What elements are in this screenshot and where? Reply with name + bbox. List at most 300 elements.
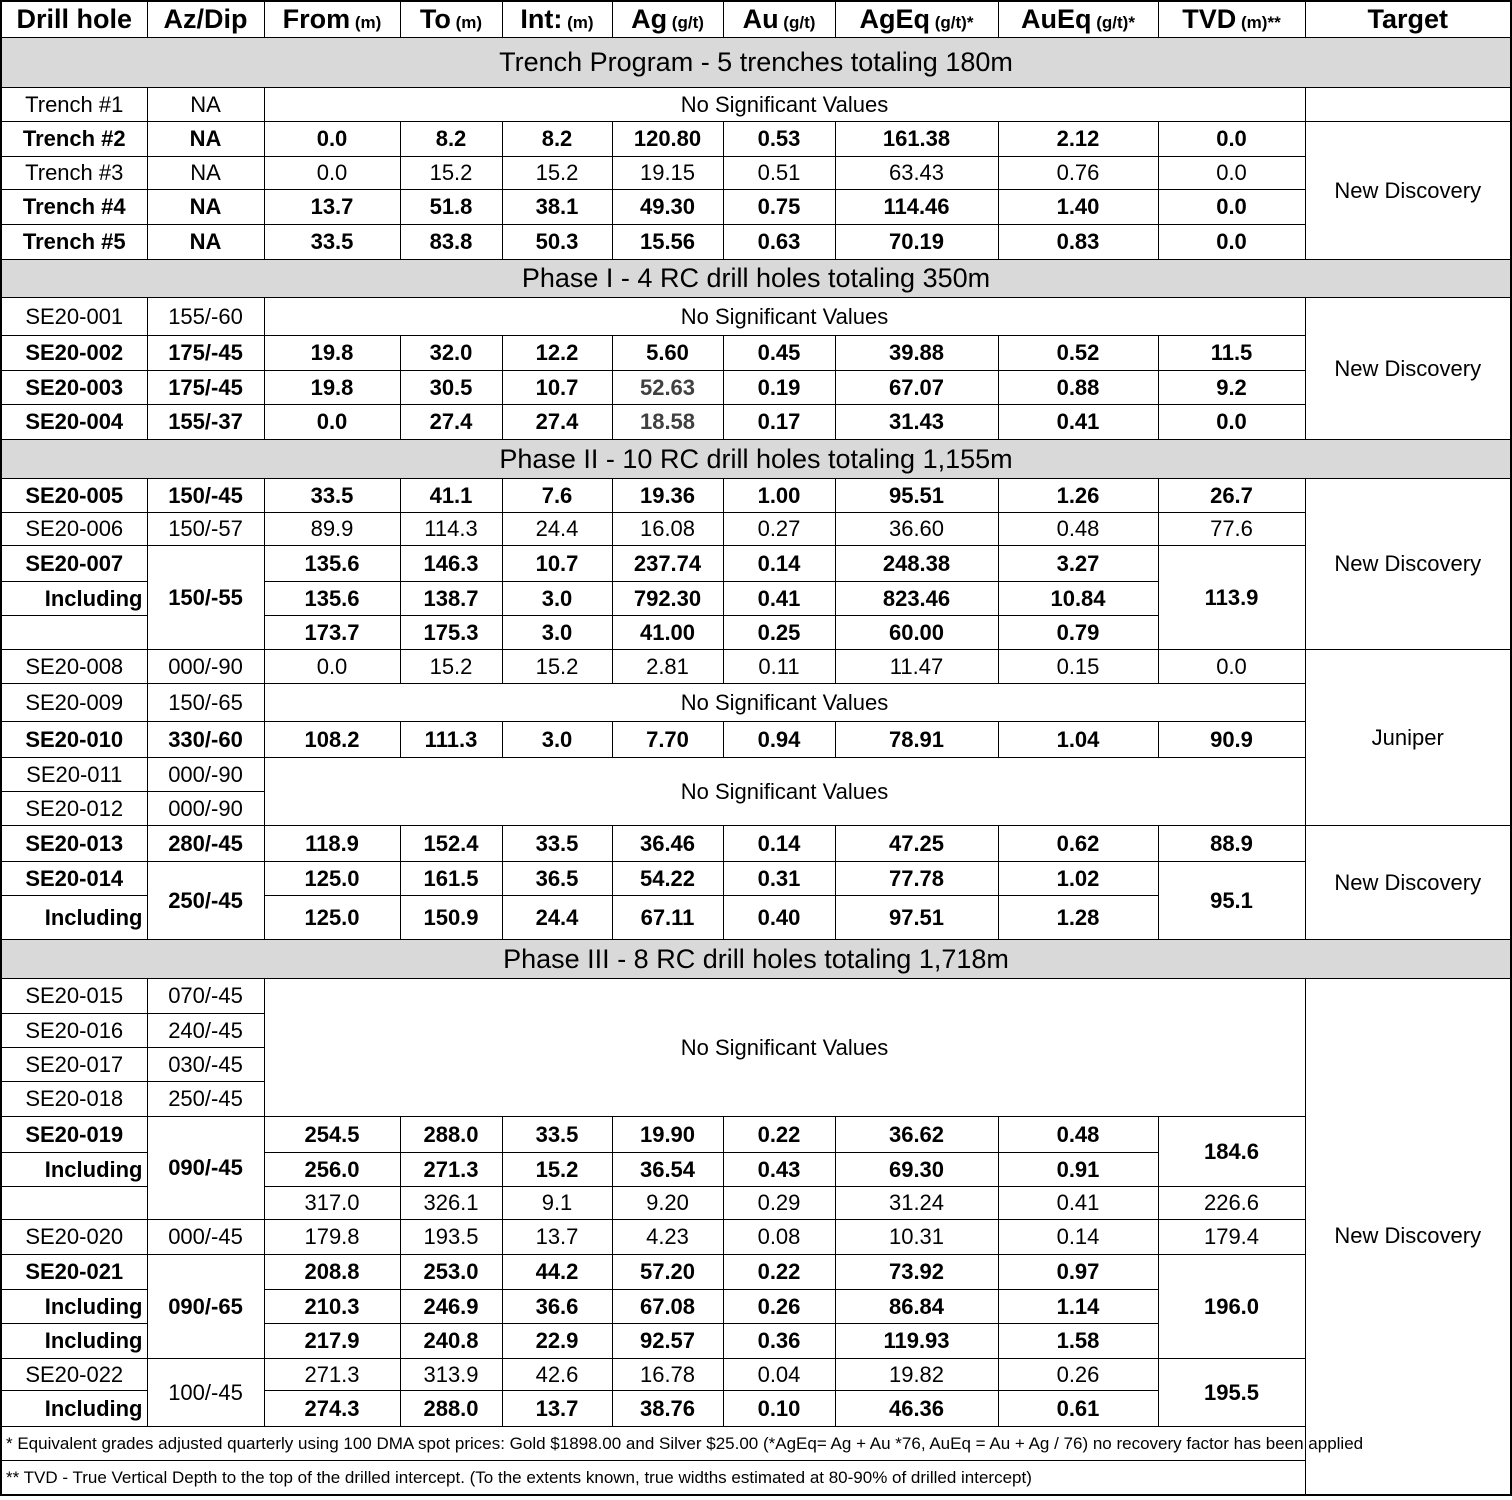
header-ageq: AgEq (g/t)* bbox=[835, 1, 998, 38]
hole-id: Trench #3 bbox=[1, 157, 147, 190]
ageq-value: 823.46 bbox=[835, 582, 998, 616]
from-value: 33.5 bbox=[264, 225, 400, 260]
target-cell-empty bbox=[1305, 88, 1511, 122]
az-dip: NA bbox=[147, 88, 264, 122]
az-dip: 240/-45 bbox=[147, 1014, 264, 1048]
table-row bbox=[1, 1117, 1511, 1153]
aueq-value: 0.76 bbox=[998, 157, 1158, 190]
no-significant-values: No Significant Values bbox=[264, 88, 1305, 122]
to-value: 111.3 bbox=[400, 722, 502, 758]
hole-id: SE20-015 bbox=[1, 979, 147, 1014]
ag-value: 92.57 bbox=[612, 1324, 723, 1359]
tvd-value: 0.0 bbox=[1158, 122, 1305, 157]
az-dip: 155/-60 bbox=[147, 298, 264, 336]
int-value: 44.2 bbox=[502, 1255, 612, 1290]
int-value: 15.2 bbox=[502, 650, 612, 684]
au-value: 0.22 bbox=[723, 1117, 835, 1153]
including-label: Including bbox=[1, 1153, 147, 1187]
au-value: 0.75 bbox=[723, 190, 835, 225]
ageq-value: 73.92 bbox=[835, 1255, 998, 1290]
aueq-value: 10.84 bbox=[998, 582, 1158, 616]
from-value: 0.0 bbox=[264, 157, 400, 190]
to-value: 161.5 bbox=[400, 862, 502, 896]
az-dip: 090/-45 bbox=[147, 1117, 264, 1220]
ag-value: 7.70 bbox=[612, 722, 723, 758]
no-significant-values: No Significant Values bbox=[264, 979, 1305, 1117]
hole-id: SE20-006 bbox=[1, 513, 147, 546]
int-value: 42.6 bbox=[502, 1359, 612, 1391]
table-row bbox=[1, 190, 1511, 225]
header-ag: Ag (g/t) bbox=[612, 1, 723, 38]
aueq-value: 0.79 bbox=[998, 616, 1158, 650]
table-row bbox=[1, 225, 1511, 260]
header-int: Int: (m) bbox=[502, 1, 612, 38]
footnote-equivalent-grades: * Equivalent grades adjusted quarterly using 100 DMA spot prices: Gold $1898.00 and Silver $25.00 (*AgEq= Ag + Au *76, AuEq = Au + Ag / 76) no recovery factor has been applied bbox=[1, 1427, 1511, 1461]
ageq-value: 119.93 bbox=[835, 1324, 998, 1359]
table-row bbox=[1, 684, 1511, 722]
hole-id: SE20-001 bbox=[1, 298, 147, 336]
table-row bbox=[1, 650, 1511, 684]
az-dip: NA bbox=[147, 190, 264, 225]
aueq-value: 1.04 bbox=[998, 722, 1158, 758]
au-value: 0.41 bbox=[723, 582, 835, 616]
no-significant-values: No Significant Values bbox=[264, 684, 1305, 722]
ag-value: 49.30 bbox=[612, 190, 723, 225]
from-value: 271.3 bbox=[264, 1359, 400, 1391]
header-row bbox=[1, 1, 1511, 38]
aueq-value: 0.15 bbox=[998, 650, 1158, 684]
ag-value: 237.74 bbox=[612, 546, 723, 582]
footnote-row bbox=[1, 1461, 1511, 1495]
ag-value: 57.20 bbox=[612, 1255, 723, 1290]
az-dip: 000/-90 bbox=[147, 792, 264, 826]
tvd-value: 0.0 bbox=[1158, 190, 1305, 225]
aueq-value: 0.26 bbox=[998, 1359, 1158, 1391]
tvd-value: 196.0 bbox=[1158, 1255, 1305, 1359]
to-value: 288.0 bbox=[400, 1391, 502, 1427]
int-value: 13.7 bbox=[502, 1391, 612, 1427]
ag-value: 36.46 bbox=[612, 826, 723, 862]
to-value: 51.8 bbox=[400, 190, 502, 225]
from-value: 254.5 bbox=[264, 1117, 400, 1153]
aueq-value: 0.83 bbox=[998, 225, 1158, 260]
from-value: 19.8 bbox=[264, 336, 400, 371]
ageq-value: 31.43 bbox=[835, 405, 998, 440]
ag-value: 41.00 bbox=[612, 616, 723, 650]
hole-id: SE20-009 bbox=[1, 684, 147, 722]
au-value: 0.40 bbox=[723, 896, 835, 940]
ag-value: 4.23 bbox=[612, 1220, 723, 1255]
aueq-value: 1.02 bbox=[998, 862, 1158, 896]
az-dip: 150/-57 bbox=[147, 513, 264, 546]
section-title: Phase II - 10 RC drill holes totaling 1,155m bbox=[1, 440, 1511, 479]
ag-value: 5.60 bbox=[612, 336, 723, 371]
au-value: 0.19 bbox=[723, 371, 835, 405]
ageq-value: 161.38 bbox=[835, 122, 998, 157]
int-value: 9.1 bbox=[502, 1187, 612, 1220]
int-value: 36.5 bbox=[502, 862, 612, 896]
to-value: 150.9 bbox=[400, 896, 502, 940]
hole-id: SE20-011 bbox=[1, 758, 147, 792]
ag-value: 16.08 bbox=[612, 513, 723, 546]
az-dip: 150/-55 bbox=[147, 546, 264, 650]
au-value: 0.08 bbox=[723, 1220, 835, 1255]
ageq-value: 46.36 bbox=[835, 1391, 998, 1427]
int-value: 36.6 bbox=[502, 1290, 612, 1324]
az-dip: 330/-60 bbox=[147, 722, 264, 758]
int-value: 27.4 bbox=[502, 405, 612, 440]
hole-id: SE20-005 bbox=[1, 479, 147, 513]
aueq-value: 0.48 bbox=[998, 1117, 1158, 1153]
ageq-value: 60.00 bbox=[835, 616, 998, 650]
az-dip: NA bbox=[147, 122, 264, 157]
from-value: 108.2 bbox=[264, 722, 400, 758]
target-label: New Discovery bbox=[1305, 298, 1511, 440]
int-value: 38.1 bbox=[502, 190, 612, 225]
to-value: 15.2 bbox=[400, 650, 502, 684]
aueq-value: 0.14 bbox=[998, 1220, 1158, 1255]
tvd-value: 9.2 bbox=[1158, 371, 1305, 405]
ageq-value: 36.60 bbox=[835, 513, 998, 546]
hole-id: SE20-017 bbox=[1, 1048, 147, 1082]
tvd-value: 0.0 bbox=[1158, 650, 1305, 684]
ageq-value: 69.30 bbox=[835, 1153, 998, 1187]
table-row bbox=[1, 546, 1511, 582]
az-dip: 000/-45 bbox=[147, 1220, 264, 1255]
aueq-value: 1.58 bbox=[998, 1324, 1158, 1359]
int-value: 24.4 bbox=[502, 513, 612, 546]
from-value: 256.0 bbox=[264, 1153, 400, 1187]
target-label: Juniper bbox=[1305, 650, 1511, 826]
hole-id: SE20-002 bbox=[1, 336, 147, 371]
header-az-dip: Az/Dip bbox=[147, 1, 264, 38]
int-value: 7.6 bbox=[502, 479, 612, 513]
aueq-value: 1.28 bbox=[998, 896, 1158, 940]
az-dip: NA bbox=[147, 225, 264, 260]
section-phase1-row bbox=[1, 260, 1511, 298]
to-value: 8.2 bbox=[400, 122, 502, 157]
au-value: 0.63 bbox=[723, 225, 835, 260]
int-value: 33.5 bbox=[502, 826, 612, 862]
hole-id: Trench #2 bbox=[1, 122, 147, 157]
table-row bbox=[1, 1255, 1511, 1290]
to-value: 253.0 bbox=[400, 1255, 502, 1290]
table-row bbox=[1, 758, 1511, 792]
ageq-value: 19.82 bbox=[835, 1359, 998, 1391]
no-significant-values: No Significant Values bbox=[264, 758, 1305, 826]
target-label: New Discovery bbox=[1305, 826, 1511, 940]
aueq-value: 0.61 bbox=[998, 1391, 1158, 1427]
ageq-value: 95.51 bbox=[835, 479, 998, 513]
az-dip: 000/-90 bbox=[147, 650, 264, 684]
hole-id: SE20-007 bbox=[1, 546, 147, 582]
hole-id: SE20-010 bbox=[1, 722, 147, 758]
int-value: 12.2 bbox=[502, 336, 612, 371]
to-value: 246.9 bbox=[400, 1290, 502, 1324]
az-dip: 090/-65 bbox=[147, 1255, 264, 1359]
tvd-value: 88.9 bbox=[1158, 826, 1305, 862]
including-label: Including bbox=[1, 1391, 147, 1427]
int-value: 10.7 bbox=[502, 546, 612, 582]
table-row bbox=[1, 371, 1511, 405]
ageq-value: 36.62 bbox=[835, 1117, 998, 1153]
aueq-value: 2.12 bbox=[998, 122, 1158, 157]
au-value: 0.22 bbox=[723, 1255, 835, 1290]
to-value: 27.4 bbox=[400, 405, 502, 440]
table-row bbox=[1, 122, 1511, 157]
ageq-value: 31.24 bbox=[835, 1187, 998, 1220]
hole-id: SE20-003 bbox=[1, 371, 147, 405]
au-value: 0.31 bbox=[723, 862, 835, 896]
int-value: 33.5 bbox=[502, 1117, 612, 1153]
table-row bbox=[1, 336, 1511, 371]
hole-id: SE20-012 bbox=[1, 792, 147, 826]
ageq-value: 70.19 bbox=[835, 225, 998, 260]
to-value: 313.9 bbox=[400, 1359, 502, 1391]
ageq-value: 67.07 bbox=[835, 371, 998, 405]
hole-id: SE20-004 bbox=[1, 405, 147, 440]
int-value: 3.0 bbox=[502, 722, 612, 758]
aueq-value: 1.40 bbox=[998, 190, 1158, 225]
from-value: 179.8 bbox=[264, 1220, 400, 1255]
to-value: 152.4 bbox=[400, 826, 502, 862]
ageq-value: 78.91 bbox=[835, 722, 998, 758]
ageq-value: 63.43 bbox=[835, 157, 998, 190]
from-value: 317.0 bbox=[264, 1187, 400, 1220]
ageq-value: 97.51 bbox=[835, 896, 998, 940]
az-dip: 030/-45 bbox=[147, 1048, 264, 1082]
to-value: 326.1 bbox=[400, 1187, 502, 1220]
table-row bbox=[1, 513, 1511, 546]
ag-value: 52.63 bbox=[612, 371, 723, 405]
au-value: 0.04 bbox=[723, 1359, 835, 1391]
ag-value: 18.58 bbox=[612, 405, 723, 440]
to-value: 15.2 bbox=[400, 157, 502, 190]
ag-value: 19.15 bbox=[612, 157, 723, 190]
aueq-value: 0.88 bbox=[998, 371, 1158, 405]
from-value: 135.6 bbox=[264, 546, 400, 582]
tvd-value: 0.0 bbox=[1158, 157, 1305, 190]
au-value: 0.36 bbox=[723, 1324, 835, 1359]
to-value: 30.5 bbox=[400, 371, 502, 405]
az-dip: 175/-45 bbox=[147, 371, 264, 405]
int-value: 13.7 bbox=[502, 1220, 612, 1255]
hole-id: SE20-019 bbox=[1, 1117, 147, 1153]
au-value: 0.43 bbox=[723, 1153, 835, 1187]
section-title: Trench Program - 5 trenches totaling 180m bbox=[1, 38, 1511, 88]
au-value: 0.27 bbox=[723, 513, 835, 546]
table-row bbox=[1, 826, 1511, 862]
table-row bbox=[1, 405, 1511, 440]
section-title: Phase III - 8 RC drill holes totaling 1,718m bbox=[1, 940, 1511, 979]
aueq-value: 1.14 bbox=[998, 1290, 1158, 1324]
ag-value: 9.20 bbox=[612, 1187, 723, 1220]
from-value: 274.3 bbox=[264, 1391, 400, 1427]
tvd-value: 184.6 bbox=[1158, 1117, 1305, 1187]
int-value: 24.4 bbox=[502, 896, 612, 940]
az-dip: 155/-37 bbox=[147, 405, 264, 440]
int-value: 22.9 bbox=[502, 1324, 612, 1359]
from-value: 173.7 bbox=[264, 616, 400, 650]
au-value: 0.14 bbox=[723, 546, 835, 582]
table-row bbox=[1, 88, 1511, 122]
table-row bbox=[1, 862, 1511, 896]
from-value: 208.8 bbox=[264, 1255, 400, 1290]
ag-value: 19.90 bbox=[612, 1117, 723, 1153]
including-label: Including bbox=[1, 582, 147, 616]
int-value: 15.2 bbox=[502, 157, 612, 190]
ag-value: 19.36 bbox=[612, 479, 723, 513]
from-value: 0.0 bbox=[264, 122, 400, 157]
int-value: 50.3 bbox=[502, 225, 612, 260]
hole-id: SE20-014 bbox=[1, 862, 147, 896]
including-label: Including bbox=[1, 1290, 147, 1324]
header-from: From (m) bbox=[264, 1, 400, 38]
tvd-value: 113.9 bbox=[1158, 546, 1305, 650]
table-row bbox=[1, 157, 1511, 190]
az-dip: 250/-45 bbox=[147, 862, 264, 940]
ag-value: 792.30 bbox=[612, 582, 723, 616]
header-tvd: TVD (m)** bbox=[1158, 1, 1305, 38]
aueq-value: 0.48 bbox=[998, 513, 1158, 546]
to-value: 32.0 bbox=[400, 336, 502, 371]
aueq-value: 0.91 bbox=[998, 1153, 1158, 1187]
ag-value: 36.54 bbox=[612, 1153, 723, 1187]
to-value: 146.3 bbox=[400, 546, 502, 582]
from-value: 118.9 bbox=[264, 826, 400, 862]
az-dip: 070/-45 bbox=[147, 979, 264, 1014]
target-label: New Discovery bbox=[1305, 122, 1511, 260]
section-title: Phase I - 4 RC drill holes totaling 350m bbox=[1, 260, 1511, 298]
ageq-value: 39.88 bbox=[835, 336, 998, 371]
tvd-value: 26.7 bbox=[1158, 479, 1305, 513]
hole-id-empty bbox=[1, 616, 147, 650]
to-value: 271.3 bbox=[400, 1153, 502, 1187]
to-value: 175.3 bbox=[400, 616, 502, 650]
tvd-value: 179.4 bbox=[1158, 1220, 1305, 1255]
tvd-value: 0.0 bbox=[1158, 405, 1305, 440]
no-significant-values: No Significant Values bbox=[264, 298, 1305, 336]
from-value: 19.8 bbox=[264, 371, 400, 405]
ageq-value: 248.38 bbox=[835, 546, 998, 582]
tvd-value: 90.9 bbox=[1158, 722, 1305, 758]
aueq-value: 0.52 bbox=[998, 336, 1158, 371]
hole-id: SE20-008 bbox=[1, 650, 147, 684]
table-row bbox=[1, 1220, 1511, 1255]
to-value: 41.1 bbox=[400, 479, 502, 513]
int-value: 3.0 bbox=[502, 616, 612, 650]
ag-value: 67.11 bbox=[612, 896, 723, 940]
including-label: Including bbox=[1, 1324, 147, 1359]
aueq-value: 3.27 bbox=[998, 546, 1158, 582]
hole-id: SE20-021 bbox=[1, 1255, 147, 1290]
aueq-value: 1.26 bbox=[998, 479, 1158, 513]
aueq-value: 0.41 bbox=[998, 405, 1158, 440]
ageq-value: 86.84 bbox=[835, 1290, 998, 1324]
az-dip: 150/-45 bbox=[147, 479, 264, 513]
int-value: 10.7 bbox=[502, 371, 612, 405]
section-phase3-row bbox=[1, 940, 1511, 979]
au-value: 0.51 bbox=[723, 157, 835, 190]
hole-id: SE20-022 bbox=[1, 1359, 147, 1391]
ag-value: 67.08 bbox=[612, 1290, 723, 1324]
int-value: 15.2 bbox=[502, 1153, 612, 1187]
au-value: 0.45 bbox=[723, 336, 835, 371]
au-value: 0.25 bbox=[723, 616, 835, 650]
header-aueq: AuEq (g/t)* bbox=[998, 1, 1158, 38]
au-value: 0.11 bbox=[723, 650, 835, 684]
hole-id: Trench #5 bbox=[1, 225, 147, 260]
az-dip: 150/-65 bbox=[147, 684, 264, 722]
from-value: 135.6 bbox=[264, 582, 400, 616]
aueq-value: 0.62 bbox=[998, 826, 1158, 862]
az-dip: 280/-45 bbox=[147, 826, 264, 862]
including-label: Including bbox=[1, 896, 147, 940]
table-row bbox=[1, 1359, 1511, 1391]
tvd-value: 226.6 bbox=[1158, 1187, 1305, 1220]
from-value: 0.0 bbox=[264, 405, 400, 440]
table-row bbox=[1, 479, 1511, 513]
to-value: 83.8 bbox=[400, 225, 502, 260]
ag-value: 15.56 bbox=[612, 225, 723, 260]
tvd-value: 0.0 bbox=[1158, 225, 1305, 260]
ag-value: 38.76 bbox=[612, 1391, 723, 1427]
header-drill-hole: Drill hole bbox=[1, 1, 147, 38]
from-value: 125.0 bbox=[264, 896, 400, 940]
int-value: 3.0 bbox=[502, 582, 612, 616]
tvd-value: 77.6 bbox=[1158, 513, 1305, 546]
to-value: 240.8 bbox=[400, 1324, 502, 1359]
hole-id: SE20-020 bbox=[1, 1220, 147, 1255]
au-value: 1.00 bbox=[723, 479, 835, 513]
int-value: 8.2 bbox=[502, 122, 612, 157]
az-dip: 175/-45 bbox=[147, 336, 264, 371]
hole-id: SE20-018 bbox=[1, 1082, 147, 1117]
tvd-value: 11.5 bbox=[1158, 336, 1305, 371]
hole-id: Trench #4 bbox=[1, 190, 147, 225]
au-value: 0.10 bbox=[723, 1391, 835, 1427]
az-dip: NA bbox=[147, 157, 264, 190]
ageq-value: 114.46 bbox=[835, 190, 998, 225]
header-to: To (m) bbox=[400, 1, 502, 38]
from-value: 89.9 bbox=[264, 513, 400, 546]
table-row bbox=[1, 298, 1511, 336]
section-trench-row bbox=[1, 38, 1511, 88]
to-value: 138.7 bbox=[400, 582, 502, 616]
ag-value: 2.81 bbox=[612, 650, 723, 684]
hole-id: SE20-013 bbox=[1, 826, 147, 862]
az-dip: 250/-45 bbox=[147, 1082, 264, 1117]
ageq-value: 10.31 bbox=[835, 1220, 998, 1255]
from-value: 210.3 bbox=[264, 1290, 400, 1324]
to-value: 114.3 bbox=[400, 513, 502, 546]
from-value: 125.0 bbox=[264, 862, 400, 896]
az-dip: 100/-45 bbox=[147, 1359, 264, 1427]
table-row bbox=[1, 979, 1511, 1014]
from-value: 217.9 bbox=[264, 1324, 400, 1359]
section-phase2-row bbox=[1, 440, 1511, 479]
ag-value: 120.80 bbox=[612, 122, 723, 157]
au-value: 0.53 bbox=[723, 122, 835, 157]
au-value: 0.17 bbox=[723, 405, 835, 440]
hole-id: Trench #1 bbox=[1, 88, 147, 122]
ag-value: 54.22 bbox=[612, 862, 723, 896]
footnote-row bbox=[1, 1427, 1511, 1461]
au-value: 0.94 bbox=[723, 722, 835, 758]
tvd-value: 95.1 bbox=[1158, 862, 1305, 940]
ag-value: 16.78 bbox=[612, 1359, 723, 1391]
ageq-value: 47.25 bbox=[835, 826, 998, 862]
